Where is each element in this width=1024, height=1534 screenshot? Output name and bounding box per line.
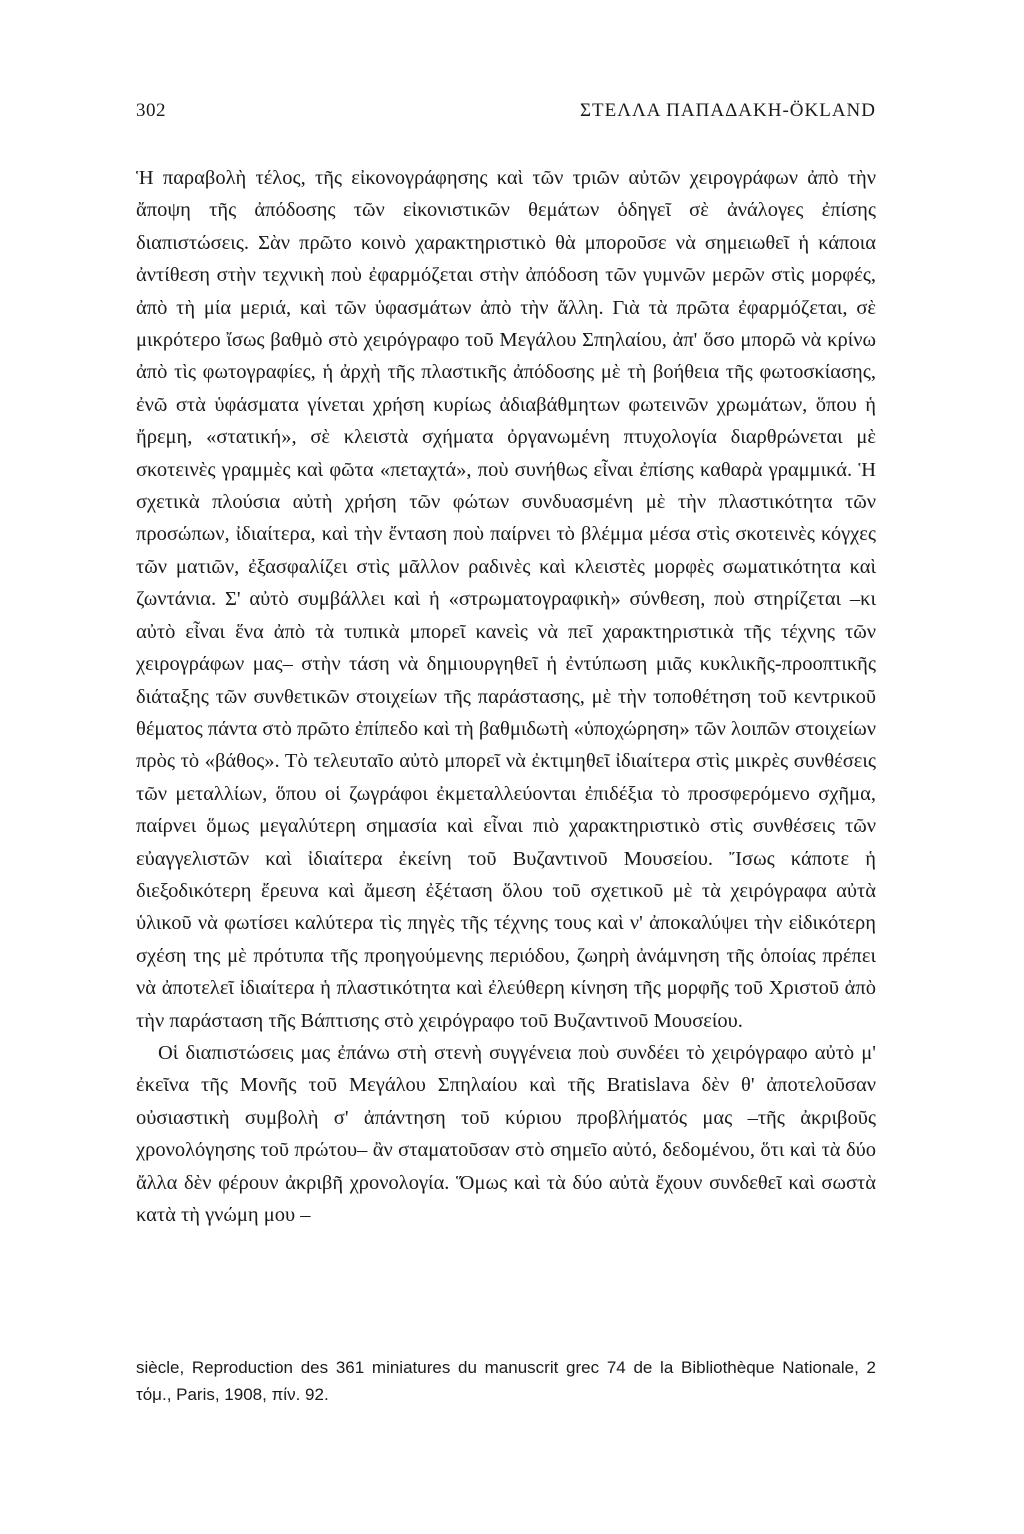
body-text: [136, 162, 876, 1231]
running-head-author: ΣΤΕΛΛΑ ΠΑΠΑΔΑΚΗ-ÖKLAND: [579, 100, 876, 121]
book-page: [136, 100, 876, 1404]
paragraph: Οἱ διαπιστώσεις μας ἐπάνω στὴ στενὴ συγγένεια ποὺ συνδέει τὸ χειρόγραφο αὐτὸ μ' ἐκεῖνα τῆς Μονῆς τοῦ Μεγάλου Σπηλαίου καὶ τῆς Bratislava δὲν θ' ἀποτελοῦσαν οὐσιαστικὴ συμβολὴ σ' ἀπάντηση τοῦ κύριου προβλήματός μας –τῆς ἀκριβοῦς χρονολόγησης τοῦ πρώτου– ἂν σταματοῦσαν στὸ σημεῖο αὐτό, δεδομένου, ὅτι καὶ τὰ δύο ἄλλα δὲν φέρουν ἀκριβῆ χρονολογία. Ὅμως καὶ τὰ δύο αὐτὰ ἔχουν συνδεθεῖ καὶ σωστὰ κατὰ τὴ γνώμη μου –: [136, 1041, 876, 1226]
footnote: siècle, Reproduction des 361 miniatures du manuscrit grec 74 de la Bibliothèque Nationale, 2 τόμ., Paris, 1908, πίν. 92.: [136, 1358, 876, 1404]
running-head: [136, 100, 876, 140]
page-number: 302: [136, 100, 166, 121]
paragraph: Ἡ παραβολὴ τέλος, τῆς εἰκονογράφησης καὶ τῶν τριῶν αὐτῶν χειρογράφων ἀπὸ τὴν ἄποψη τῆς ἀπόδοσης τῶν εἰκονιστικῶν θεμάτων ὁδηγεῖ σὲ ἀνάλογες ἐπίσης διαπιστώσεις. Σὰν πρῶτο κοινὸ χαρακτηριστικὸ θὰ μποροῦσε νὰ σημειωθεῖ ἡ κάποια ἀντίθεση στὴν τεχνικὴ ποὺ ἐφαρμόζεται στὴν ἀπόδοση τῶν γυμνῶν μερῶν στὶς μορφές, ἀπὸ τὴ μία μεριά, καὶ τῶν ὑφασμάτων ἀπὸ τὴν ἄλλη. Γιὰ τὰ πρῶτα ἐφαρμόζεται, σὲ μικρότερο ἴσως βαθμὸ στὸ χειρόγραφο τοῦ Μεγάλου Σπηλαίου, ἀπ' ὅσο μπορῶ νὰ κρίνω ἀπὸ τὶς φωτογραφίες, ἡ ἀρχὴ τῆς πλαστικῆς ἀπόδοσης μὲ τὴ βοήθεια τῆς φωτοσκίασης, ἐνῶ στὰ ὑφάσματα γίνεται χρήση κυρίως ἀδιαβάθμητων φωτεινῶν χρωμάτων, ὅπου ἡ ἤρεμη, «στατική», σὲ κλειστὰ σχήματα ὀργανωμένη πτυχολογία διαρθρώνεται μὲ σκοτεινὲς γραμμὲς καὶ φῶτα «πεταχτά», ποὺ συνήθως εἶναι ἐπίσης καθαρὰ γραμμικά. Ἡ σχετικὰ πλούσια αὐτὴ χρήση τῶν φώτων συνδυασμένη μὲ τὴν πλαστικότητα τῶν προσώπων, ἰδιαίτερα, καὶ τὴν ἔνταση ποὺ παίρνει τὸ βλέμμα μέσα στὶς σκοτεινὲς κόγχες τῶν ματιῶν, ἐξασφαλίζει στὶς μᾶλλον ραδινὲς καὶ κλειστὲς μορφὲς σωματικότητα καὶ ζωντάνια. Σ' αὐτὸ συμβάλλει καὶ ἡ «στρωματογραφικὴ» σύνθεση, ποὺ στηρίζεται –κι αὐτὸ εἶναι ἕνα ἀπὸ τὰ τυπικὰ μπορεῖ κανεὶς νὰ πεῖ χαρακτηριστικὰ τῆς τέχνης τῶν χειρογράφων μας– στὴν τάση νὰ δημιουργηθεῖ ἡ ἐντύπωση μιᾶς κυκλικῆς-προοπτικῆς διάταξης τῶν συνθετικῶν στοιχείων τῆς παράστασης, μὲ τὴν τοποθέτηση τοῦ κεντρικοῦ θέματος πάντα στὸ πρῶτο ἐπίπεδο καὶ τὴ βαθμιδωτὴ «ὑποχώρηση» τῶν λοιπῶν στοιχείων πρὸς τὸ «βάθος». Τὸ τελευταῖο αὐτὸ μπορεῖ νὰ ἐκτιμηθεῖ ἰδιαίτερα στὶς μικρὲς συνθέσεις τῶν μεταλλίων, ὅπου οἱ ζωγράφοι ἐκμεταλλεύονται ἐπιδέξια τὸ προσφερόμενο σχῆμα, παίρνει ὅμως μεγαλύτερη σημασία καὶ εἶναι πιὸ χαρακτηριστικὸ στὶς συνθέσεις τῶν εὐαγγελιστῶν καὶ ἰδιαίτερα ἐκείνη τοῦ Βυζαντινοῦ Μουσείου. Ἴσως κάποτε ἡ διεξοδικότερη ἔρευνα καὶ ἄμεση ἐξέταση ὅλου τοῦ σχετικοῦ μὲ τὰ χειρόγραφα αὐτὰ ὑλικοῦ νὰ φωτίσει καλύτερα τὶς πηγὲς τῆς τέχνης τους καὶ ν' ἀποκαλύψει τὴν εἰδικότερη σχέση της μὲ πρότυπα τῆς προηγούμενης περιόδου, ζωηρὴ ἀνάμνηση τῆς ὁποίας πρέπει νὰ ἀποτελεῖ ἰδιαίτερα ἡ πλαστικότητα καὶ ἐλεύθερη κίνηση τῆς μορφῆς τοῦ Χριστοῦ ἀπὸ τὴν παράσταση τῆς Βάπτισης στὸ χειρόγραφο τοῦ Βυζαντινοῦ Μουσείου.: [136, 167, 876, 1032]
